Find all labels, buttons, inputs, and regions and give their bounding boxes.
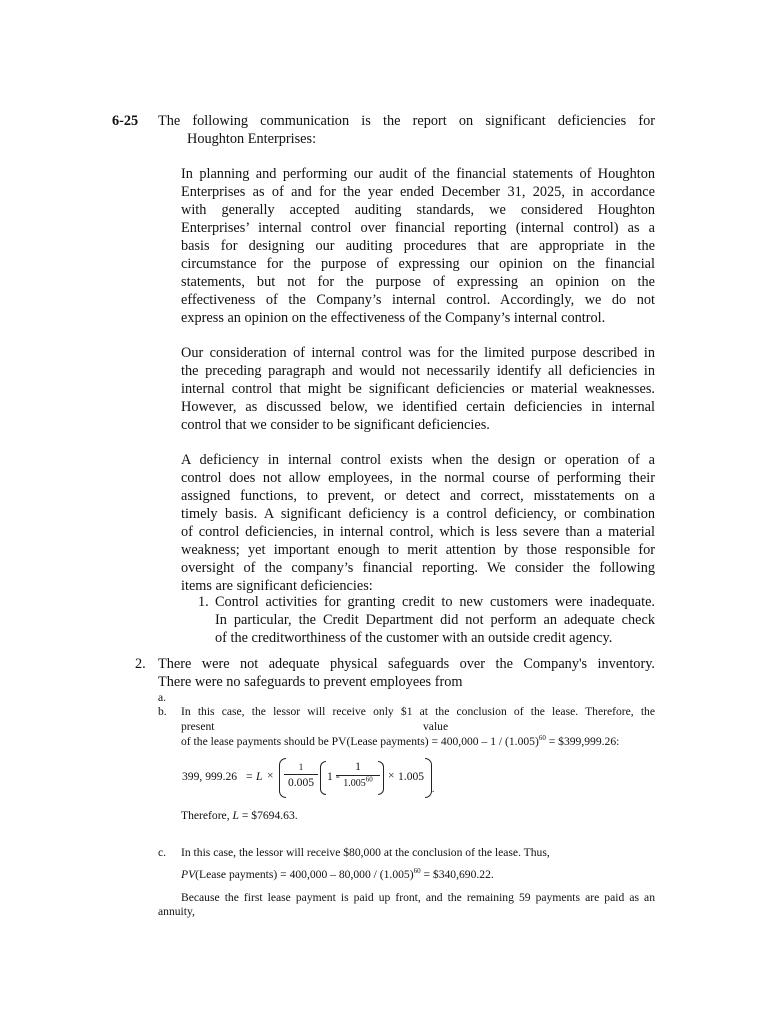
annuity-line: Because the first lease payment is paid up front, and the remaining 59 payments are paid as an (181, 891, 655, 904)
fraction-numerator: 1 (355, 760, 361, 773)
fraction-denominator: 0.005 (284, 774, 318, 789)
outer-paren-right (425, 758, 435, 798)
denominator-exponent: 60 (365, 775, 373, 784)
denominator-base: 1.005 (343, 778, 366, 789)
paragraph-line: timely basis. A significant deficiency is a control deficiency, or combination (181, 506, 655, 522)
paragraph-line: assigned functions, to prevent, or detect and correct, misstatements on a (181, 488, 655, 504)
list-item-line: Control activities for granting credit to new customers were inadequate. (215, 594, 655, 610)
pv-exponent: 60 (413, 867, 421, 876)
paragraph-line: Our consideration of internal control was for the limited purpose described in (181, 345, 655, 361)
pv-exponent: 60 (538, 734, 546, 743)
formula-variable: L (256, 770, 263, 783)
formula-result (181, 809, 298, 823)
fraction-denominator (336, 775, 380, 789)
paragraph-line: the preceding paragraph and would not necessarily identify all deficiencies in (181, 363, 655, 379)
list-item-line: In particular, the Credit Department did not perform an adequate check (215, 612, 655, 628)
paragraph-line: express an opinion on the effectiveness of the Company’s internal control. (181, 310, 606, 326)
annuity-line-2: annuity, (158, 905, 195, 918)
part-b-marker: b. (158, 705, 167, 718)
fraction-discount (336, 760, 380, 789)
pv-result: = $340,690.22. (420, 868, 494, 881)
part-c-text: In this case, the lessor will receive $80,000 at the conclusion of the lease. Thus, (181, 846, 550, 859)
paragraph-line: items are significant deficiencies: (181, 578, 373, 594)
inner-paren-right (378, 761, 384, 795)
paragraph-line: A deficiency in internal control exists when the design or operation of a (181, 452, 655, 468)
paragraph-line: statements, but not for the purpose of expressing an opinion on the (181, 274, 655, 290)
paragraph-line: control does not allow employees, in the normal course of performing their (181, 470, 655, 486)
formula-factor: 1.005 (398, 770, 425, 783)
pv-text: (Lease payments) = 400,000 – 80,000 / (1.005) (195, 868, 414, 881)
pv-italic: PV (181, 868, 196, 881)
formula-end-dot: . (432, 784, 435, 794)
list-item-line: of the creditworthiness of the customer with an outside credit agency. (215, 630, 613, 646)
result-value: = $7694.63. (238, 809, 298, 822)
paragraph-line: of control deficiencies, in internal control, which is less severe than a material (181, 524, 655, 540)
list-item-line: There were not adequate physical safeguards over the Company's inventory. (158, 656, 655, 672)
paragraph-line: circumstance for the purpose of expressing our opinion on the financial (181, 256, 655, 272)
value-word: value (423, 720, 449, 733)
formula-lhs: 399, 999.26 (182, 770, 238, 783)
inner-paren-left (320, 761, 326, 795)
formula-times-2: × (388, 769, 395, 782)
part-b-line: In this case, the lessor will receive only $1 at the conclusion of the lease. Therefore, the (181, 705, 655, 718)
paragraph-line: oversight of the company’s financial reporting. We consider the following (181, 560, 655, 576)
part-c-marker: c. (158, 846, 167, 859)
formula-equals: = (246, 770, 253, 783)
paragraph-line: control that we consider to be significant deficiencies. (181, 417, 490, 433)
formula-one-minus: 1 - (327, 770, 340, 783)
paragraph-line: In planning and performing our audit of the financial statements of Houghton (181, 166, 655, 182)
intro-line-2: Houghton Enterprises: (187, 131, 317, 147)
problem-number: 6-25 (112, 113, 139, 129)
paragraph-line: Enterprises as of and for the year ended December 31, 2025, in accordance (181, 184, 655, 200)
result-variable: L (232, 809, 239, 822)
pv-result: = $399,999.26: (545, 735, 620, 748)
result-prefix: Therefore, (181, 809, 233, 822)
present-word: present (181, 720, 215, 733)
paragraph-line: with generally accepted auditing standards, we considered Houghton (181, 202, 655, 218)
annuity-text (181, 891, 655, 905)
list-item-marker: 1. (198, 594, 209, 610)
list-item-line: There were no safeguards to prevent employees from (158, 674, 463, 690)
part-a-marker: a. (158, 691, 167, 704)
paragraph-line: internal control that might be significant deficiencies or material weaknesses. (181, 381, 655, 397)
intro-line: The following communication is the report on significant deficiencies for (158, 113, 655, 129)
fraction-numerator: 1 (298, 762, 304, 772)
paragraph-line: However, as discussed below, we identified certain deficiencies in internal (181, 399, 655, 415)
list-item-marker: 2. (135, 656, 146, 672)
pv-text: of the lease payments should be PV(Lease payments) = 400,000 – 1 / (1.005) (181, 735, 539, 748)
formula-times: × (267, 769, 274, 782)
paragraph-line: weakness; yet important enough to merit attention by those responsible for (181, 542, 655, 558)
paragraph-line: basis for designing our auditing procedures that are appropriate in the (181, 238, 655, 254)
paragraph-line: effectiveness of the Company’s internal control. Accordingly, we do not (181, 292, 655, 308)
pv-equation-c (181, 868, 494, 882)
paragraph-line: Enterprises’ internal control over financial reporting (internal control) as a (181, 220, 655, 236)
fraction-one-over-rate (284, 762, 318, 789)
